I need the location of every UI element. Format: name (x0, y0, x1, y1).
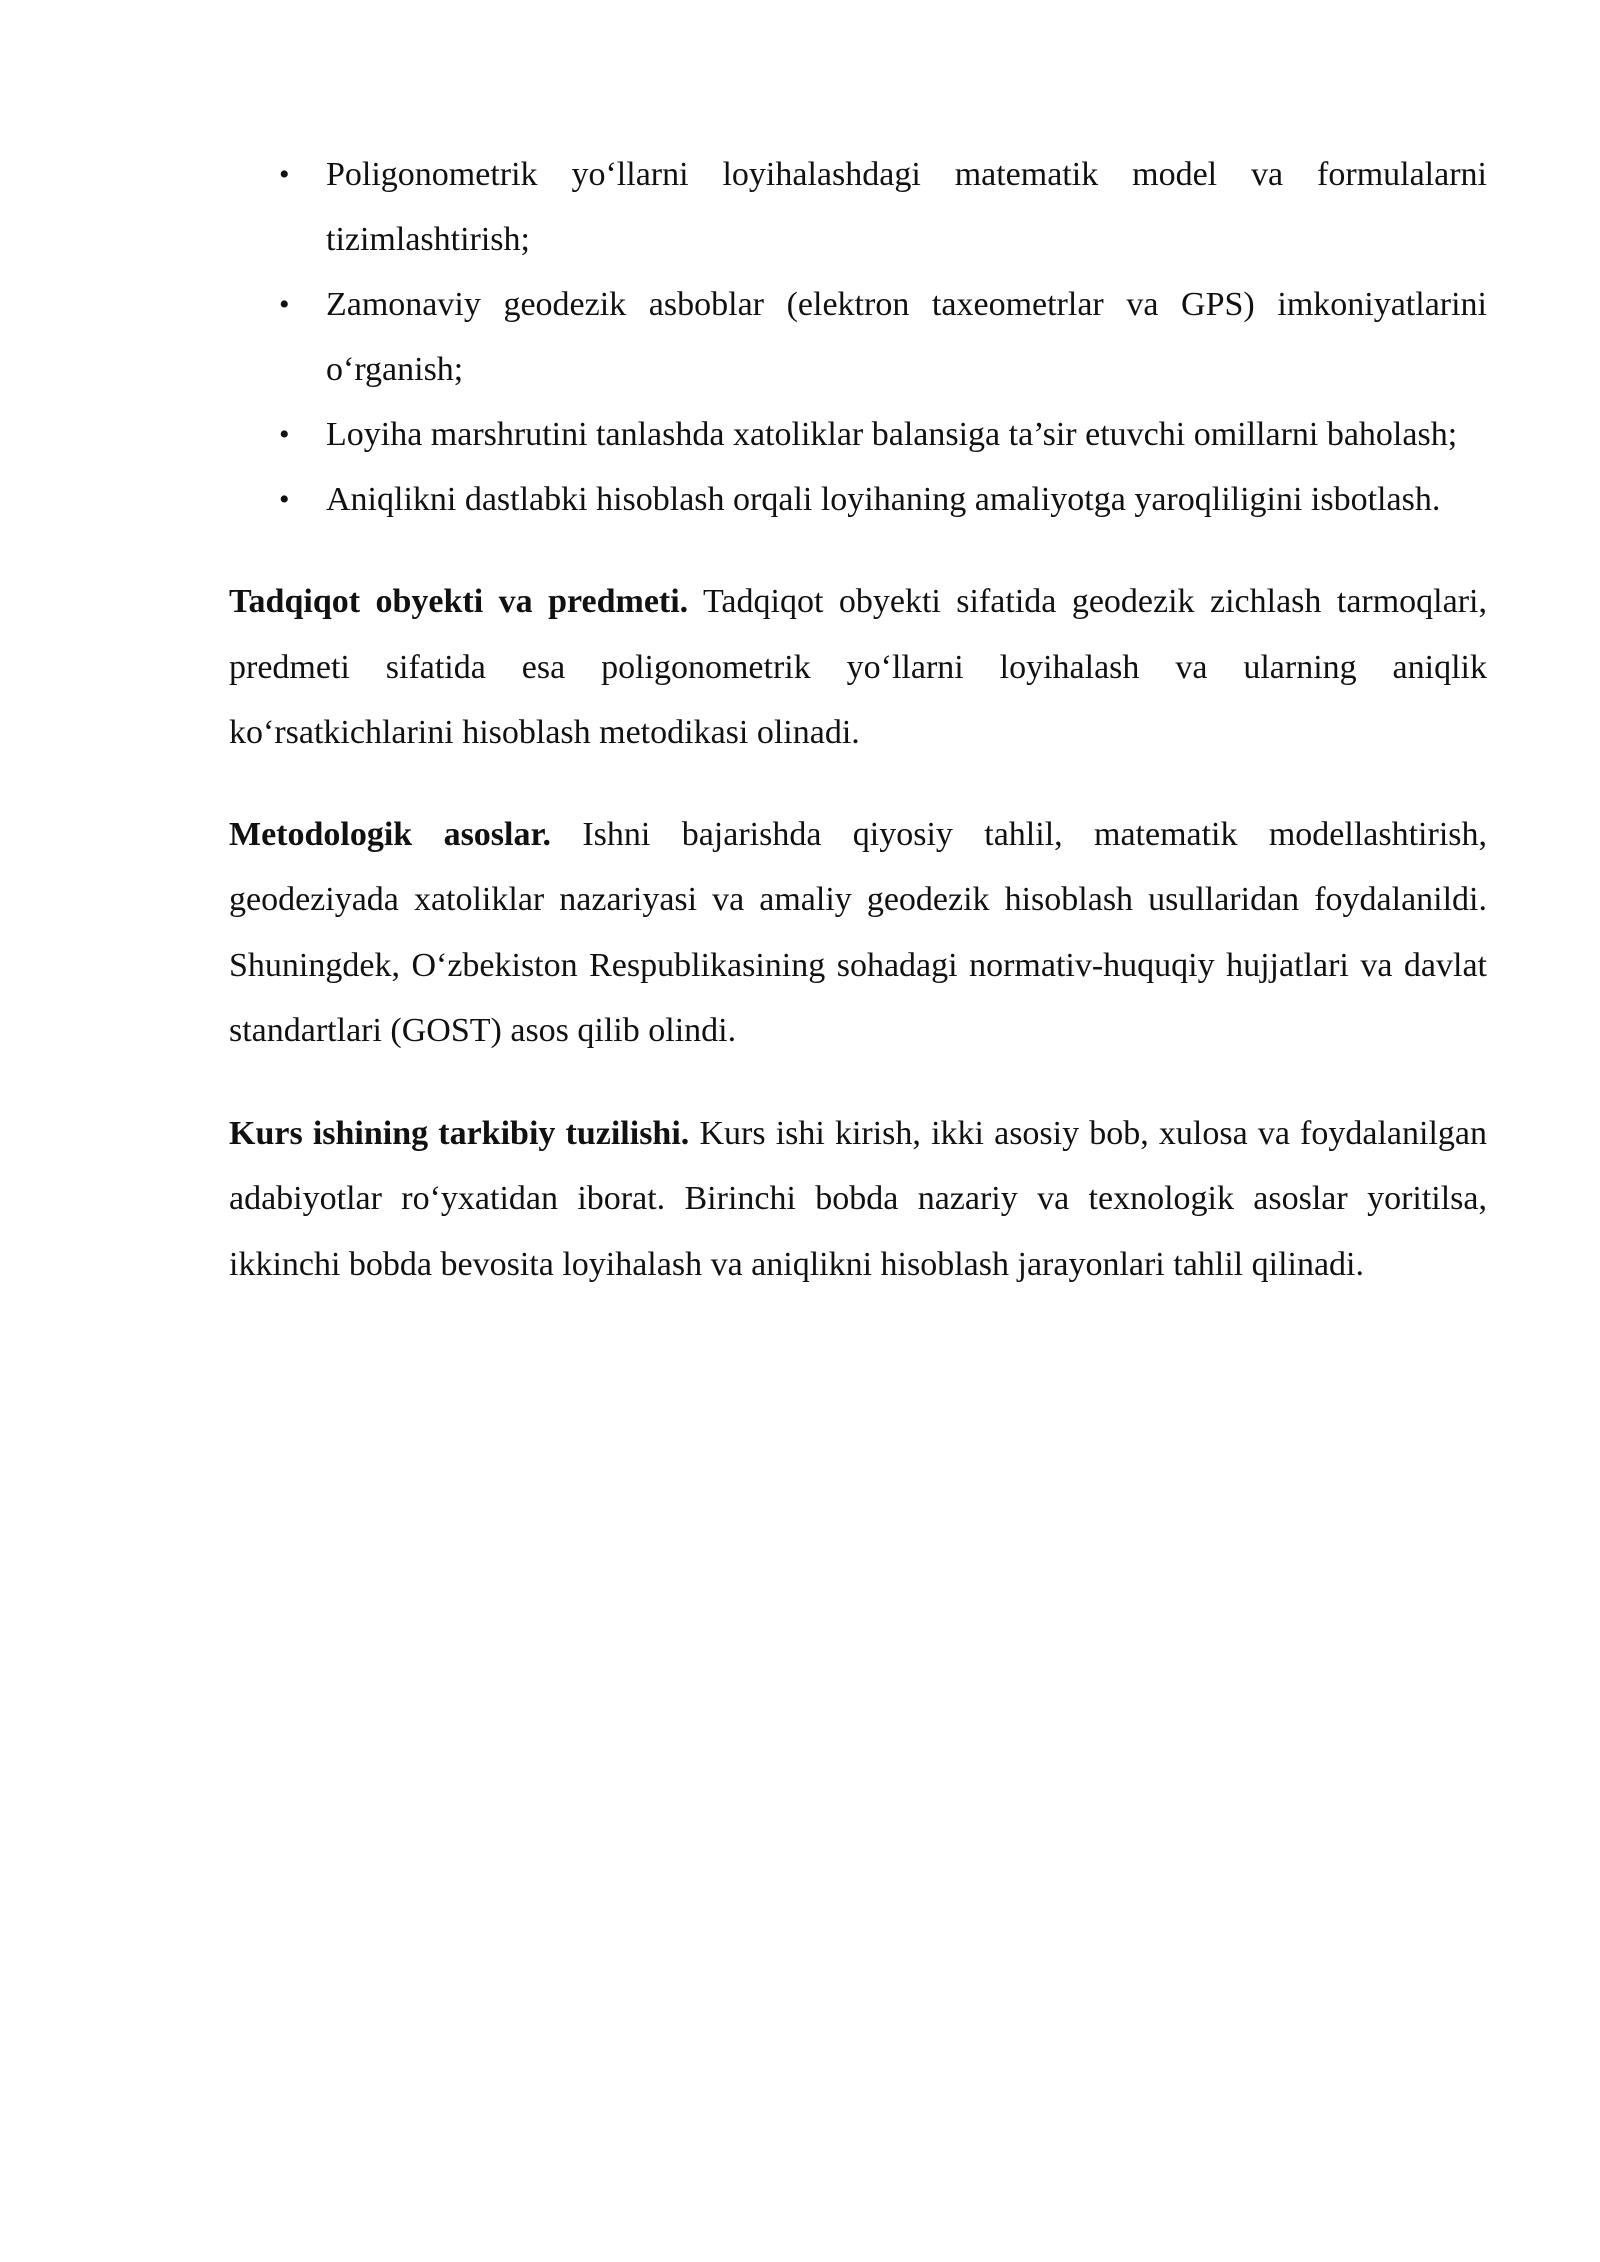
list-item (229, 467, 1487, 532)
goals-list (229, 142, 1487, 532)
methodology-text: Ishni bajarishda qiyosiy tahlil, matematik modellashtirish, geodeziyada xatoliklar nazariyasi va amaliy geodezik hisoblash usullaridan foydalanildi. Shuningdek, O‘zbekiston Respublikasining sohadagi normativ-huquqiy hujjatlari va davlat standartlari (GOST) asos qilib olindi. (229, 815, 1488, 1049)
methodology-paragraph (229, 802, 1487, 1064)
structure-text: Kurs ishi kirish, ikki asosiy bob, xulosa va foydalanilgan adabiyotlar ro‘yxatidan iborat. Birinchi bobda nazariy va texnologik asoslar yoritilsa, ikkinchi bobda bevosita loyihalash va aniqlikni hisoblash jarayonlari tahlil qilinadi. (229, 1114, 1487, 1283)
bullet-icon: • (279, 418, 290, 451)
list-item-text: Poligonometrik yo‘llarni loyihalashdagi matematik model va formulalarni tizimlashtirish; (326, 156, 1487, 258)
structure-heading: Kurs ishining tarkibiy tuzilishi. (229, 1114, 690, 1152)
list-item (229, 272, 1487, 402)
list-item-text: Zamonaviy geodezik asboblar (elektron taxeometrlar va GPS) imkoniyatlarini o‘rganish; (326, 286, 1487, 388)
list-item (229, 402, 1487, 467)
bullet-icon: • (279, 158, 290, 191)
methodology-heading: Metodologik asoslar. (229, 815, 551, 853)
research-object-text: Tadqiqot obyekti sifatida geodezik zichlash tarmoqlari, predmeti sifatida esa poligonometrik yo‘llarni loyihalash va ularning aniqlik ko‘rsatkichlarini hisoblash metodikasi olinadi. (229, 583, 1487, 751)
list-item-text: Aniqlikni dastlabki hisoblash orqali loyihaning amaliyotga yaroqliligini isbotlash. (326, 481, 1441, 518)
bullet-icon: • (279, 483, 290, 516)
research-object-paragraph (229, 569, 1487, 766)
list-item-text: Loyiha marshrutini tanlashda xatoliklar balansiga ta’sir etuvchi omillarni baholash; (326, 416, 1458, 453)
structure-paragraph (229, 1101, 1487, 1298)
research-object-heading: Tadqiqot obyekti va predmeti. (229, 583, 689, 620)
page-content (229, 142, 1487, 1297)
list-item (229, 142, 1487, 272)
bullet-icon: • (279, 288, 290, 321)
